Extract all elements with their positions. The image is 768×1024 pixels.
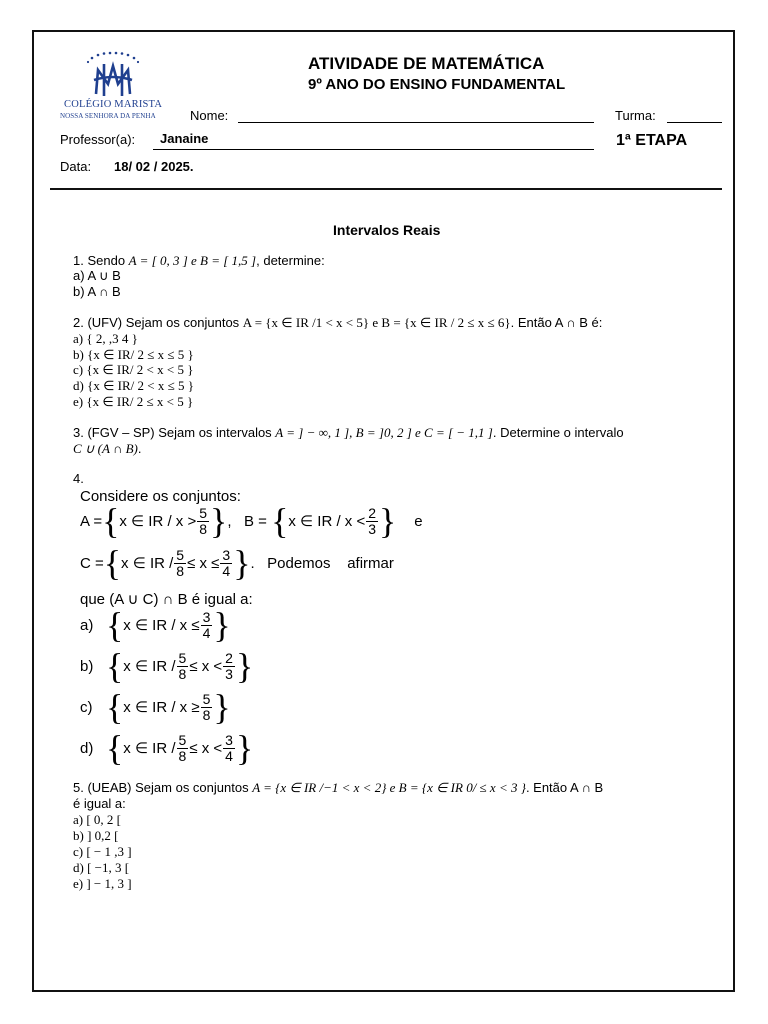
question-2-conj: e — [369, 315, 382, 330]
question-2-prefix: 2. (UFV) Sejam os conjuntos — [73, 315, 243, 330]
frac-den: 8 — [176, 562, 185, 579]
option-body: x ∈ IR / x ≥ — [123, 699, 200, 716]
question-5-option-c: c) [ − 1 ,3 ] — [73, 844, 132, 859]
set-a-body: x ∈ IR / x > — [119, 513, 197, 530]
brace-close: } — [233, 543, 251, 583]
question-5-suffix: . Então A ∩ B — [525, 780, 604, 795]
frac-den: 3 — [225, 665, 233, 682]
question-4-sets-ab — [80, 503, 423, 539]
school-name: COLÉGIO MARISTA — [64, 99, 163, 110]
data-label: Data: — [60, 159, 92, 174]
set-a-fraction — [197, 506, 209, 537]
option-fraction-1 — [177, 651, 189, 682]
brace-open: { — [106, 728, 124, 768]
frac-num: 5 — [202, 690, 211, 707]
frac-den: 4 — [202, 624, 211, 641]
frac-den: 8 — [178, 665, 187, 682]
option-body: x ∈ IR / x ≤ — [123, 617, 200, 634]
brace-close: } — [235, 728, 254, 768]
set-b-body: x ∈ IR / x < — [288, 513, 366, 530]
question-1-math: A = [ 0, 3 ] e B = [ 1,5 ] — [128, 253, 257, 268]
frac-num: 5 — [178, 649, 187, 666]
question-1 — [73, 253, 325, 269]
question-4-option-a — [80, 607, 231, 643]
option-body: x ∈ IR / — [123, 658, 176, 675]
frac-num: 5 — [199, 504, 208, 521]
header-divider — [50, 188, 722, 190]
question-5-option-a: a) [ 0, 2 [ — [73, 812, 122, 827]
option-label: b) — [80, 657, 94, 675]
frac-num: 5 — [176, 546, 185, 563]
etapa-label: 1ª ETAPA — [616, 132, 688, 149]
option-fraction-2 — [223, 733, 235, 764]
brace-open: { — [271, 501, 289, 541]
frac-den: 4 — [222, 562, 231, 579]
page-subtitle: 9º ANO DO ENSINO FUNDAMENTAL — [308, 76, 566, 93]
set-c-relation: ≤ x ≤ — [187, 554, 220, 572]
frac-num: 2 — [368, 504, 377, 521]
question-4-option-b — [80, 648, 253, 684]
frac-den: 8 — [178, 747, 187, 764]
brace-open: { — [106, 646, 124, 686]
frac-den: 3 — [368, 520, 377, 537]
question-4-set-c — [80, 545, 394, 581]
brace-close: } — [210, 501, 228, 541]
option-fraction-2 — [223, 651, 235, 682]
question-1-option-a: a) A ∪ B — [73, 268, 121, 283]
question-4-intro: Considere os conjuntos: — [80, 488, 241, 505]
question-2-option-e: e) {x ∈ IR/ 2 ≤ x < 5 } — [73, 394, 194, 409]
brace-close: } — [379, 501, 397, 541]
nome-label: Nome: — [190, 108, 229, 123]
data-value: 18/ 02 / 2025. — [114, 159, 194, 174]
option-label: a) — [80, 616, 94, 634]
brace-open: { — [103, 543, 122, 583]
option-fraction-1 — [177, 733, 189, 764]
question-2-option-c: c) {x ∈ IR/ 2 < x < 5 } — [73, 362, 194, 377]
turma-field[interactable] — [667, 122, 722, 123]
question-4-option-d — [80, 730, 253, 766]
brace-open: { — [106, 605, 124, 645]
question-2-set-b: B = {x ∈ IR / 2 ≤ x ≤ 6} — [381, 315, 511, 330]
question-1-suffix: , determine: — [256, 253, 325, 268]
set-b-fraction — [366, 506, 378, 537]
option-relation: ≤ x < — [189, 657, 223, 675]
brace-open: { — [106, 687, 124, 727]
professor-field — [153, 149, 594, 150]
set-c-body: x ∈ IR / — [121, 555, 174, 572]
frac-den: 8 — [202, 706, 211, 723]
frac-num: 3 — [202, 608, 211, 625]
school-subtitle: NOSSA SENHORA DA PENHA — [60, 112, 156, 120]
frac-den: 8 — [199, 520, 208, 537]
question-5-option-b: b) ] 0,2 [ — [73, 828, 119, 843]
question-4-option-c — [80, 689, 231, 725]
question-1-prefix: 1. Sendo — [73, 253, 129, 268]
question-3-line2 — [73, 441, 142, 457]
brace-close: } — [213, 605, 231, 645]
question-3-math: A = ] − ∞, 1 ], B = ]0, 2 ] e C = [ − 1,1 ] — [275, 425, 493, 440]
professor-label: Professor(a): — [60, 132, 136, 147]
option-body: x ∈ IR / — [123, 740, 176, 757]
question-2 — [73, 315, 602, 331]
question-4-question: que (A ∪ C) ∩ B é igual a: — [80, 591, 253, 608]
question-3 — [73, 425, 624, 441]
question-5 — [73, 780, 603, 796]
frac-den: 4 — [225, 747, 233, 764]
section-title: Intervalos Reais — [333, 222, 441, 238]
question-2-option-b: b) {x ∈ IR/ 2 ≤ x ≤ 5 } — [73, 347, 194, 362]
option-label: d) — [80, 739, 94, 757]
nome-field[interactable] — [238, 122, 594, 123]
brace-close: } — [235, 646, 254, 686]
page-title: ATIVIDADE DE MATEMÁTICA — [308, 54, 545, 73]
set-c-end: . Podemos afirmar — [250, 554, 394, 572]
set-c-fraction-2 — [220, 548, 232, 579]
frac-num: 2 — [225, 649, 233, 666]
brace-close: } — [213, 687, 231, 727]
brace-open: { — [102, 501, 120, 541]
set-b-label: , B = — [227, 512, 272, 530]
question-5-line2: é igual a: — [73, 796, 126, 811]
set-a-label: A = — [80, 512, 103, 530]
frac-num: 3 — [222, 546, 231, 563]
option-fraction — [201, 610, 213, 641]
question-5-option-d: d) [ −1, 3 [ — [73, 860, 130, 875]
question-2-set-a: A = {x ∈ IR /1 < x < 5} — [242, 315, 370, 330]
question-2-suffix: . Então A ∩ B é: — [510, 315, 603, 330]
question-4-number: 4. — [73, 471, 84, 486]
question-1-option-b: b) A ∩ B — [73, 284, 121, 299]
question-3-expression: C ∪ (A ∩ B) — [73, 441, 138, 456]
turma-label: Turma: — [615, 108, 656, 123]
question-5-math: A = {x ∈ IR /−1 < x < 2} e B = {x ∈ IR 0/ ≤ x < 3 } — [252, 780, 526, 795]
option-relation: ≤ x < — [189, 739, 223, 757]
question-3-suffix: . Determine o intervalo — [492, 425, 624, 440]
set-c-label: C = — [80, 554, 104, 572]
option-fraction — [201, 692, 213, 723]
frac-num: 5 — [178, 731, 187, 748]
frac-num: 3 — [225, 731, 233, 748]
professor-value: Janaine — [160, 131, 209, 146]
question-2-option-a: a) { 2, ,3 4 } — [73, 331, 138, 346]
question-2-option-d: d) {x ∈ IR/ 2 < x ≤ 5 } — [73, 378, 194, 393]
question-5-option-e: e) ] − 1, 3 ] — [73, 876, 132, 891]
set-c-fraction-1 — [174, 548, 186, 579]
option-label: c) — [80, 698, 93, 716]
question-3-prefix: 3. (FGV – SP) Sejam os intervalos — [73, 425, 276, 440]
conj-e: e — [414, 512, 423, 530]
question-3-period: . — [137, 441, 142, 456]
question-5-prefix: 5. (UEAB) Sejam os conjuntos — [73, 780, 253, 795]
